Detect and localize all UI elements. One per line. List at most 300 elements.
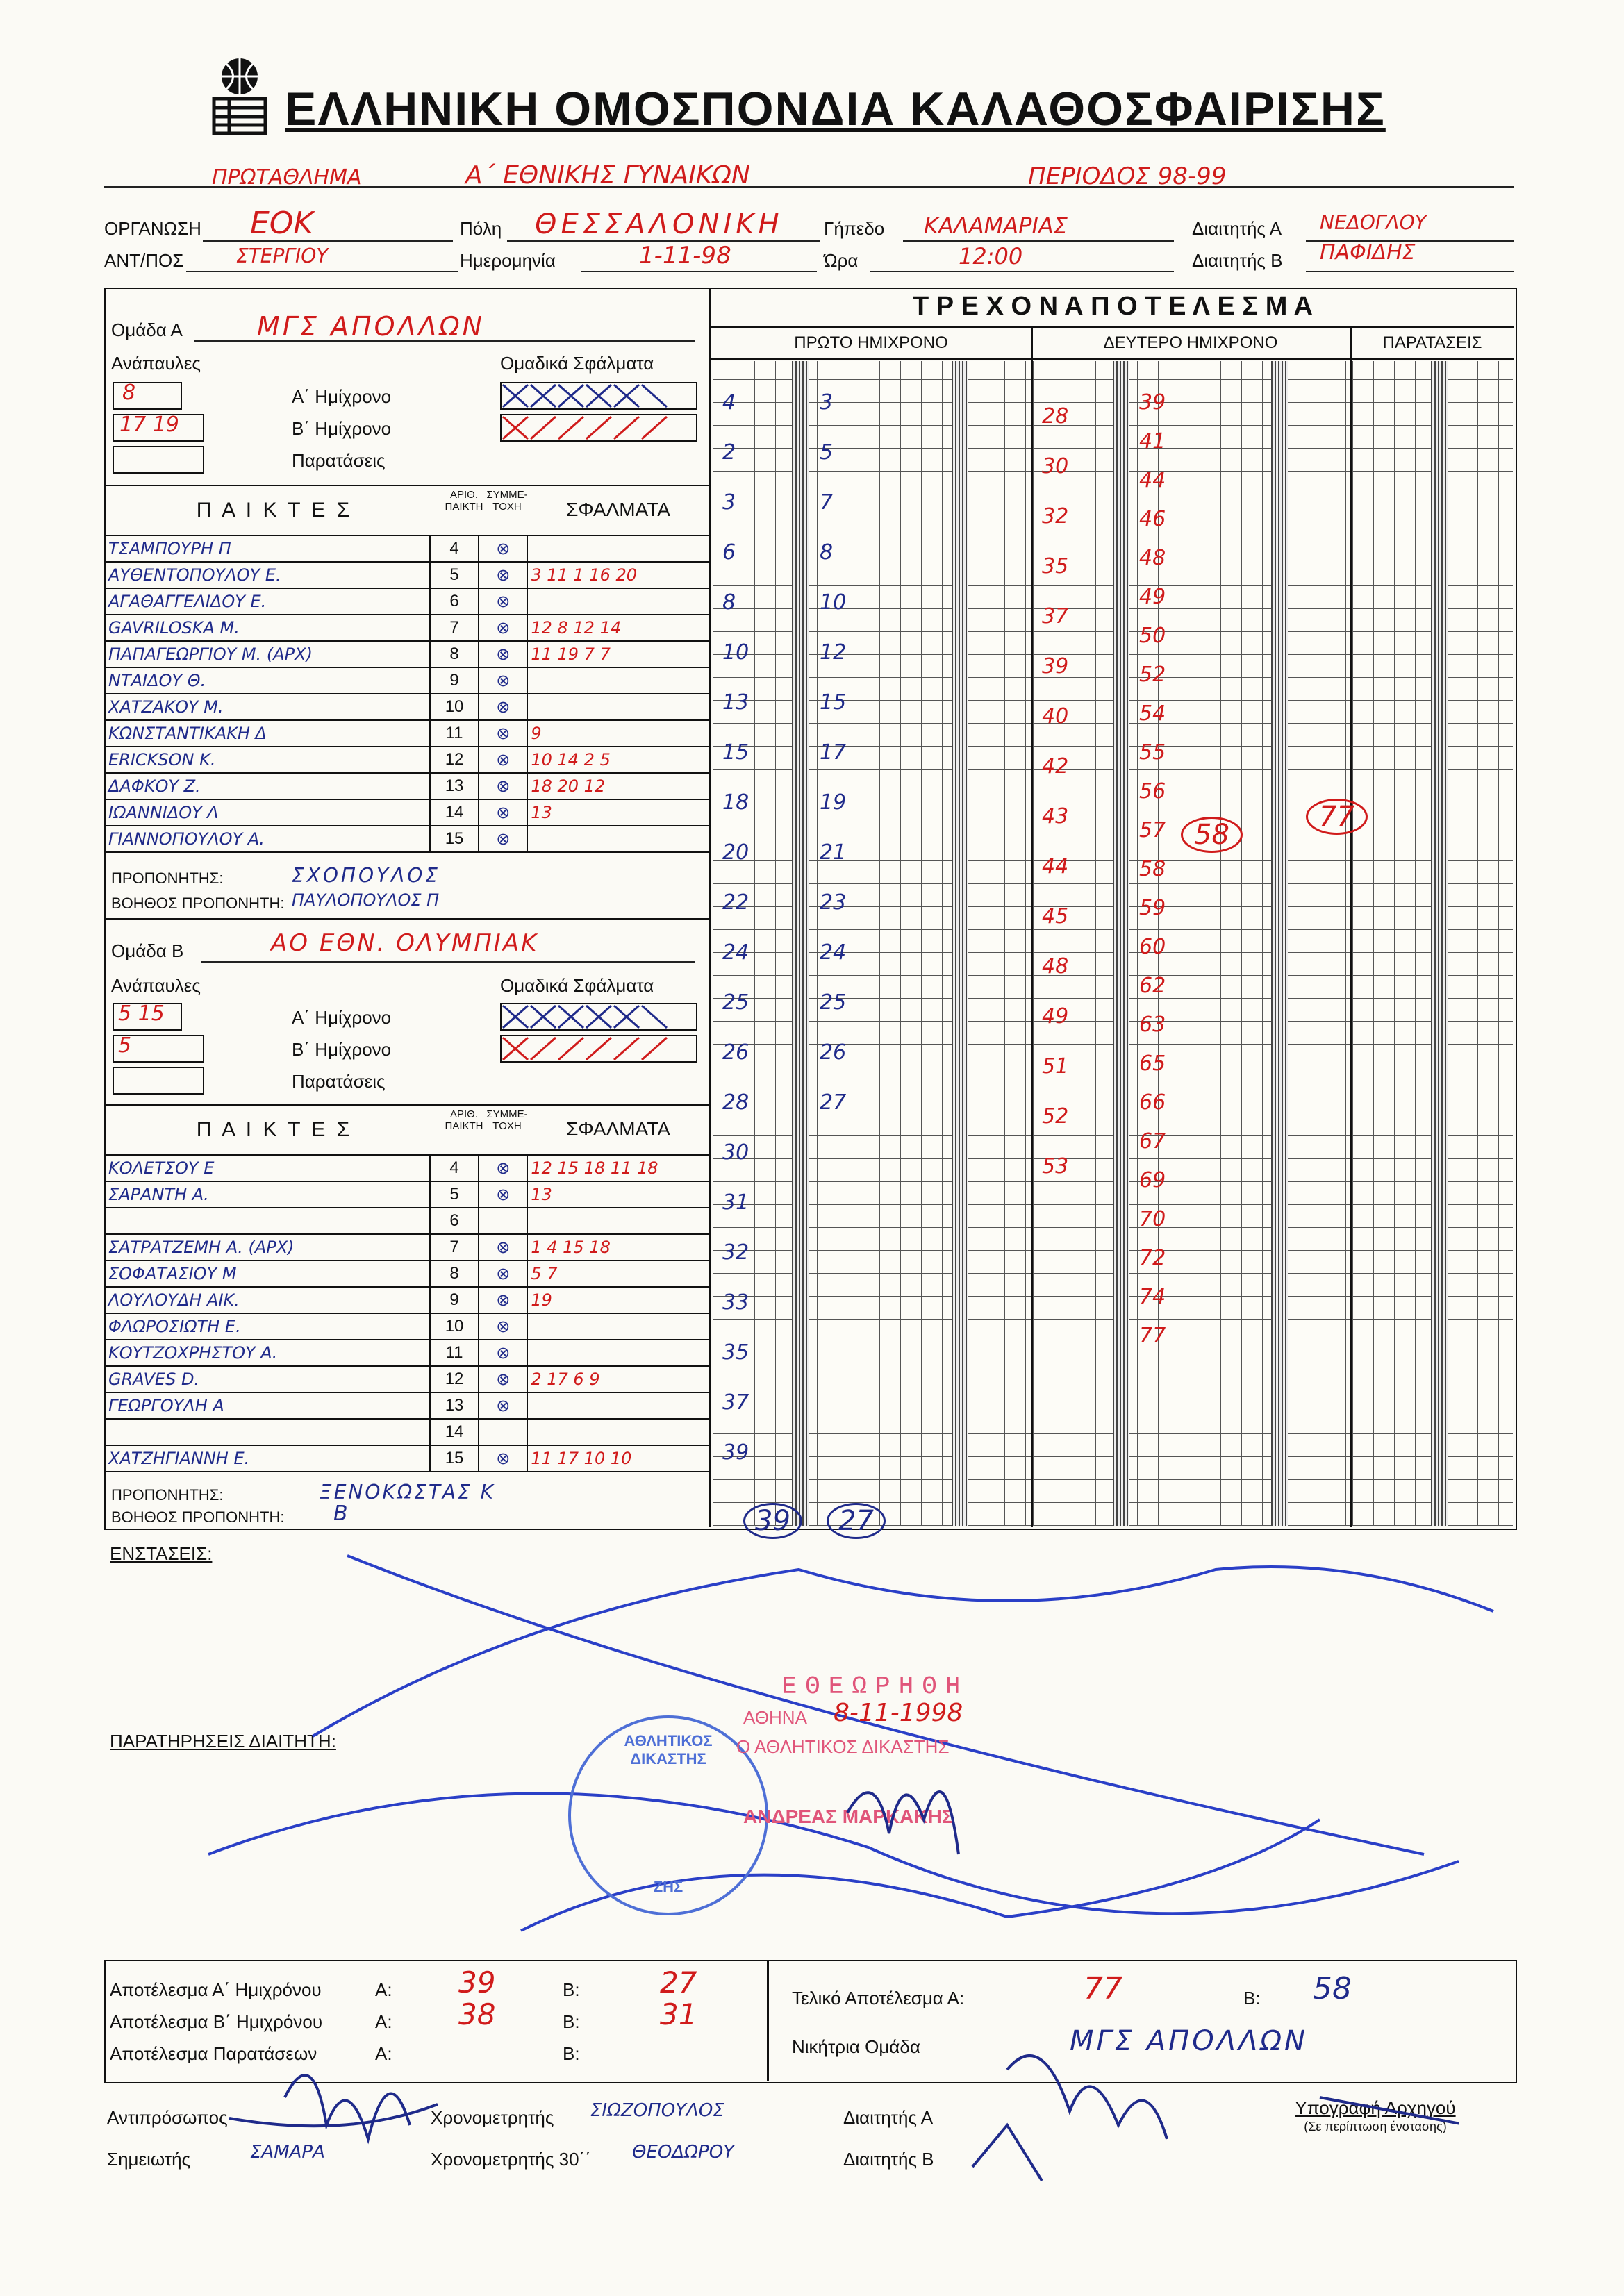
player-name: GRAVES D. bbox=[105, 1366, 430, 1392]
player-fouls: 18 20 12 bbox=[527, 773, 709, 799]
participation-mark: ⊗ bbox=[479, 826, 527, 852]
participation-mark: ⊗ bbox=[479, 1313, 527, 1340]
player-fouls: 11 17 10 10 bbox=[527, 1445, 709, 1472]
participation-mark: ⊗ bbox=[479, 1181, 527, 1208]
player-fouls: 19 bbox=[527, 1287, 709, 1313]
seal-bottom: ΖΗΣ bbox=[653, 1878, 683, 1895]
participation-mark: ⊗ bbox=[479, 1261, 527, 1287]
running-score-entry: 57 bbox=[1139, 818, 1166, 842]
protests-label: ΕΝΣΤΑΣΕΙΣ: bbox=[110, 1543, 213, 1564]
org-value: ΕΟΚ bbox=[250, 206, 314, 241]
player-number: 5 bbox=[430, 562, 479, 588]
player-number: 9 bbox=[430, 667, 479, 694]
referee-a-sig-label: Διαιτητής Α bbox=[843, 2107, 934, 2128]
running-score-entry: 37 bbox=[722, 1390, 749, 1415]
running-score-entry: 32 bbox=[722, 1240, 749, 1265]
player-row bbox=[105, 1287, 709, 1313]
team-a-players-header: Π Α Ι Κ Τ Ε Σ bbox=[196, 499, 353, 522]
running-score-entry: 59 bbox=[1139, 896, 1166, 920]
approved-date: 8-11-1998 bbox=[834, 1699, 963, 1727]
timekeeper-30-value: ΘΕΟΔΩΡΟΥ bbox=[632, 2142, 735, 2163]
player-fouls bbox=[527, 694, 709, 720]
approved-role: Ο ΑΘΛΗΤΙΚΟΣ ΔΙΚΑΣΤΗΣ bbox=[736, 1736, 950, 1757]
timekeeper-30-label: Χρονομετρητής 30΄΄ bbox=[431, 2149, 591, 2170]
player-fouls: 12 15 18 11 18 bbox=[527, 1155, 709, 1181]
player-fouls: 5 7 bbox=[527, 1261, 709, 1287]
team-b-assistant-label: ΒΟΗΘΟΣ ΠΡΟΠΟΝΗΤΗ: bbox=[111, 1508, 285, 1526]
participation-mark: ⊗ bbox=[479, 1234, 527, 1261]
player-fouls bbox=[527, 1340, 709, 1366]
player-row bbox=[105, 1340, 709, 1366]
team-b-part-header: ΣΥΜΜΕ-ΤΟΧΗ bbox=[486, 1108, 528, 1132]
final-result-a: 77 bbox=[1084, 1971, 1122, 2006]
result-h2-a: 38 bbox=[458, 1997, 496, 2031]
running-score-entry: 58 bbox=[1139, 857, 1166, 881]
player-number: 5 bbox=[430, 1181, 479, 1208]
player-number: 8 bbox=[430, 1261, 479, 1287]
team-b-coach-value: ΞΕΝΟΚΩΣΤΑΣ Κ bbox=[320, 1481, 496, 1504]
player-row bbox=[105, 562, 709, 588]
participation-mark: ⊗ bbox=[479, 588, 527, 615]
result-ot-a-label: Α: bbox=[375, 2043, 392, 2064]
player-fouls: 1 4 15 18 bbox=[527, 1234, 709, 1261]
result-h2-b: 31 bbox=[660, 1997, 697, 2031]
player-number: 10 bbox=[430, 694, 479, 720]
running-score-entry: 35 bbox=[722, 1340, 749, 1365]
team-a-timeout-h1-value: 8 bbox=[122, 381, 136, 405]
result-h1-a: 39 bbox=[458, 1965, 496, 1999]
running-first-half-a bbox=[722, 389, 785, 1489]
winner-value: ΜΓΣ ΑΠΟΛΛΩΝ bbox=[1070, 2025, 1308, 2057]
player-fouls: 3 11 1 16 20 bbox=[527, 562, 709, 588]
running-score-entry: 48 bbox=[1139, 546, 1166, 570]
second-half-header: ΔΕΥΤΕΡΟ ΗΜΙΧΡΟΝΟ bbox=[1103, 333, 1278, 352]
team-a-assistant-label: ΒΟΗΘΟΣ ΠΡΟΠΟΝΗΤΗ: bbox=[111, 895, 285, 912]
player-number: 14 bbox=[430, 1419, 479, 1445]
player-row bbox=[105, 667, 709, 694]
player-row bbox=[105, 747, 709, 773]
player-number: 9 bbox=[430, 1287, 479, 1313]
team-b-timeout-h1-value: 5 15 bbox=[118, 1001, 165, 1026]
result-h1-label: Αποτέλεσμα Α΄ Ημιχρόνου bbox=[110, 1979, 322, 2000]
running-score-entry: 39 bbox=[1042, 654, 1069, 679]
running-second-half-b bbox=[1139, 389, 1264, 1361]
running-score-entry: 13 bbox=[722, 690, 749, 715]
championship-value: Α΄ ΕΘΝΙΚΗΣ ΓΥΝΑΙΚΩΝ bbox=[465, 161, 750, 190]
running-score-entry: 3 bbox=[722, 490, 736, 515]
player-number: 7 bbox=[430, 1234, 479, 1261]
team-a-part-header: ΣΥΜΜΕ-ΤΟΧΗ bbox=[486, 489, 528, 513]
player-name: ΑΥΘΕΝΤΟΠΟΥΛΟΥ Ε. bbox=[105, 562, 430, 588]
participation-mark: ⊗ bbox=[479, 667, 527, 694]
running-score-entry: 22 bbox=[722, 890, 749, 915]
team-b-timeout-ot bbox=[113, 1067, 204, 1095]
running-score-entry: 17 bbox=[820, 740, 847, 765]
player-row bbox=[105, 1392, 709, 1419]
participation-mark bbox=[479, 1208, 527, 1234]
running-score-entry: 5 bbox=[820, 440, 834, 465]
time-label: Ώρα bbox=[824, 250, 859, 271]
winner-label: Νικήτρια Ομάδα bbox=[792, 2036, 920, 2057]
player-number: 4 bbox=[430, 535, 479, 562]
running-score-entry: 39 bbox=[1139, 390, 1166, 415]
player-row bbox=[105, 773, 709, 799]
player-number: 4 bbox=[430, 1155, 479, 1181]
player-number: 11 bbox=[430, 1340, 479, 1366]
player-fouls: 2 17 6 9 bbox=[527, 1366, 709, 1392]
player-row bbox=[105, 588, 709, 615]
participation-mark: ⊗ bbox=[479, 535, 527, 562]
running-score-entry: 7 bbox=[820, 490, 834, 515]
player-row bbox=[105, 1419, 709, 1445]
player-number: 15 bbox=[430, 1445, 479, 1472]
date-value: 1-11-98 bbox=[639, 242, 731, 269]
running-score-entry: 28 bbox=[1042, 404, 1069, 429]
player-name: ΛΟΥΛΟΥΔΗ ΑΙΚ. bbox=[105, 1287, 430, 1313]
running-score-entry: 77 bbox=[1139, 1324, 1166, 1348]
running-score-entry: 41 bbox=[1139, 429, 1166, 454]
player-name: ΚΩΝΣΤΑΝΤΙΚΑΚΗ Δ bbox=[105, 720, 430, 747]
participation-mark: ⊗ bbox=[479, 747, 527, 773]
team-b-name: ΑΟ ΕΘΝ. ΟΛΥΜΠΙΑΚ bbox=[271, 929, 539, 957]
result-h2-b-label: Β: bbox=[563, 2011, 580, 2032]
player-fouls bbox=[527, 826, 709, 852]
time-value: 12:00 bbox=[959, 243, 1023, 269]
participation-mark: ⊗ bbox=[479, 1392, 527, 1419]
second-half-final-b: 77 bbox=[1306, 799, 1368, 835]
participation-mark: ⊗ bbox=[479, 1366, 527, 1392]
running-score-entry: 62 bbox=[1139, 974, 1166, 998]
first-half-final-b: 27 bbox=[827, 1503, 886, 1539]
player-name: ΣΑΤΡΑΤΖΕΜΗ Α. (ΑΡΧ) bbox=[105, 1234, 430, 1261]
player-fouls bbox=[527, 1419, 709, 1445]
running-first-half-b bbox=[820, 389, 882, 1139]
player-row bbox=[105, 694, 709, 720]
player-fouls: 10 14 2 5 bbox=[527, 747, 709, 773]
running-score-entry: 74 bbox=[1139, 1285, 1166, 1309]
org-label: ΟΡΓΑΝΩΣΗ bbox=[104, 218, 201, 239]
running-score-entry: 50 bbox=[1139, 624, 1166, 648]
team-a-timeout-ot bbox=[113, 446, 204, 474]
participation-mark: ⊗ bbox=[479, 1287, 527, 1313]
running-score-entry: 20 bbox=[722, 840, 749, 865]
participation-mark: ⊗ bbox=[479, 615, 527, 641]
player-row bbox=[105, 799, 709, 826]
player-name: ERICKSON K. bbox=[105, 747, 430, 773]
running-score-entry: 24 bbox=[722, 940, 749, 965]
player-name: ΓΕΩΡΓΟΥΛΗ Α bbox=[105, 1392, 430, 1419]
player-name: ΑΓΑΘΑΓΓΕΛΙΔΟΥ Ε. bbox=[105, 588, 430, 615]
team-a-ot-label: Παρατάσεις bbox=[292, 450, 386, 471]
running-score-entry: 8 bbox=[722, 590, 736, 615]
first-half-final-a: 39 bbox=[743, 1503, 802, 1539]
team-b-foul-boxes-h1 bbox=[500, 1003, 697, 1031]
running-score-entry: 25 bbox=[722, 990, 749, 1015]
player-name bbox=[105, 1208, 430, 1234]
team-a-num-header: ΑΡΙΘ. ΠΑΙΚΤΗ bbox=[445, 489, 483, 513]
player-row bbox=[105, 720, 709, 747]
running-score-entry: 69 bbox=[1139, 1168, 1166, 1192]
player-number: 7 bbox=[430, 615, 479, 641]
running-score-entry: 10 bbox=[722, 640, 749, 665]
running-score-entry: 56 bbox=[1139, 779, 1166, 804]
team-b-half2-label: Β΄ Ημίχρονο bbox=[292, 1039, 392, 1060]
running-score-entry: 25 bbox=[820, 990, 847, 1015]
referee-b-sig-label: Διαιτητής Β bbox=[843, 2149, 934, 2170]
running-score-title: Τ Ρ Ε Χ Ο Ν Α Π Ο Τ Ε Λ Ε Σ Μ Α bbox=[913, 292, 1313, 321]
team-b-label: Ομάδα Β bbox=[111, 940, 184, 961]
running-score-entry: 46 bbox=[1139, 507, 1166, 531]
running-score-entry: 26 bbox=[820, 1040, 847, 1065]
final-result-b: 58 bbox=[1313, 1971, 1352, 2006]
season-value: ΠΕΡΙΟΔΟΣ 98-99 bbox=[1028, 163, 1227, 190]
running-score-entry: 66 bbox=[1139, 1090, 1166, 1115]
player-name: ΚΟΛΕΤΣΟΥ Ε bbox=[105, 1155, 430, 1181]
running-score-entry: 2 bbox=[722, 440, 736, 465]
approved-name: ΑΝΔΡΕΑΣ ΜΑΡΚΑΚΗΣ bbox=[743, 1806, 954, 1827]
running-score-entry: 8 bbox=[820, 540, 834, 565]
team-a-coach-label: ΠΡΟΠΟΝΗΤΗΣ: bbox=[111, 870, 224, 887]
scorer-label: Σημειωτής bbox=[107, 2149, 191, 2170]
running-score-entry: 55 bbox=[1139, 740, 1166, 765]
court-value: ΚΑΛΑΜΑΡΙΑΣ bbox=[924, 213, 1068, 239]
player-name: ΚΟΥΤΖΟΧΡΗΣΤΟΥ Α. bbox=[105, 1340, 430, 1366]
player-row bbox=[105, 1366, 709, 1392]
team-b-assistant-value: Β bbox=[333, 1501, 348, 1526]
team-b-foul-boxes-h2 bbox=[500, 1035, 697, 1063]
player-number: 13 bbox=[430, 773, 479, 799]
running-score-entry: 26 bbox=[722, 1040, 749, 1065]
participation-mark: ⊗ bbox=[479, 694, 527, 720]
team-b-team-fouls-label: Ομαδικά Σφάλματα bbox=[500, 975, 654, 996]
city-value: ΘΕΣΣΑΛΟΝΙΚΗ bbox=[535, 208, 784, 240]
running-score-entry: 52 bbox=[1042, 1104, 1069, 1129]
player-row bbox=[105, 1208, 709, 1234]
team-a-players-table bbox=[104, 535, 710, 853]
ref-remarks-label: ΠΑΡΑΤΗΡΗΣΕΙΣ ΔΙΑΙΤΗΤΗ: bbox=[110, 1731, 336, 1752]
team-b-fouls-header: ΣΦΑΛΜΑΤΑ bbox=[566, 1118, 670, 1140]
player-fouls: 12 8 12 14 bbox=[527, 615, 709, 641]
running-score-entry: 53 bbox=[1042, 1154, 1069, 1179]
player-row bbox=[105, 1313, 709, 1340]
timekeeper-label: Χρονομετρητής bbox=[431, 2107, 554, 2128]
scorer-value: ΣΑΜΑΡΑ bbox=[250, 2142, 325, 2163]
running-score-entry: 24 bbox=[820, 940, 847, 965]
ref-a-label: Διαιτητής Α bbox=[1192, 218, 1282, 239]
first-half-header: ΠΡΩΤΟ ΗΜΙΧΡΟΝΟ bbox=[794, 333, 948, 352]
ref-a-value: ΝΕΔΟΓΛΟΥ bbox=[1320, 211, 1427, 234]
player-number: 15 bbox=[430, 826, 479, 852]
running-score-entry: 15 bbox=[820, 690, 847, 715]
running-score-entry: 30 bbox=[722, 1140, 749, 1165]
participation-mark: ⊗ bbox=[479, 773, 527, 799]
result-h1-b: 27 bbox=[660, 1965, 697, 1999]
rep-label: Αντιπρόσωπος bbox=[107, 2107, 228, 2128]
running-score-entry: 4 bbox=[722, 390, 736, 415]
team-b-timeouts-label: Ανάπαυλες bbox=[111, 975, 201, 996]
signature-scribbles bbox=[208, 1681, 1459, 2292]
team-a-timeouts-label: Ανάπαυλες bbox=[111, 353, 201, 374]
player-number: 6 bbox=[430, 588, 479, 615]
running-score-entry: 49 bbox=[1042, 1004, 1069, 1029]
running-score-entry: 12 bbox=[820, 640, 847, 665]
running-score-entry: 44 bbox=[1139, 468, 1166, 492]
running-score-entry: 44 bbox=[1042, 854, 1069, 879]
court-label: Γήπεδο bbox=[824, 218, 885, 239]
running-score-entry: 54 bbox=[1139, 701, 1166, 726]
running-score-entry: 45 bbox=[1042, 904, 1069, 929]
result-h2-a-label: Α: bbox=[375, 2011, 392, 2032]
team-a-foul-boxes-h1 bbox=[500, 382, 697, 410]
running-score-entry: 65 bbox=[1139, 1051, 1166, 1076]
running-score-entry: 15 bbox=[722, 740, 749, 765]
deputy-value: ΣΤΕΡΓΙΟΥ bbox=[236, 244, 329, 267]
approved-place: ΑΘΗΝΑ bbox=[743, 1707, 807, 1728]
participation-mark: ⊗ bbox=[479, 641, 527, 667]
participation-mark: ⊗ bbox=[479, 720, 527, 747]
running-score-entry: 67 bbox=[1139, 1129, 1166, 1154]
player-number: 13 bbox=[430, 1392, 479, 1419]
participation-mark bbox=[479, 1419, 527, 1445]
player-name: ΝΤΑΙΔΟΥ Θ. bbox=[105, 667, 430, 694]
team-b-ot-label: Παρατάσεις bbox=[292, 1071, 386, 1092]
running-score-entry: 39 bbox=[722, 1440, 749, 1465]
player-fouls bbox=[527, 1208, 709, 1234]
championship-label: ΠΡΩΤΑΘΛΗΜΑ bbox=[212, 165, 362, 190]
final-result-b-label: Β: bbox=[1243, 1988, 1261, 2008]
result-ot-b-label: Β: bbox=[563, 2043, 580, 2064]
final-result-label: Τελικό Αποτέλεσμα Α: bbox=[792, 1988, 965, 2008]
team-b-players-header: Π Α Ι Κ Τ Ε Σ bbox=[196, 1118, 353, 1141]
player-name: ΦΛΩΡΟΣΙΩΤΗ Ε. bbox=[105, 1313, 430, 1340]
player-row bbox=[105, 1261, 709, 1287]
deputy-label: ΑΝΤ/ΠΟΣ bbox=[104, 250, 184, 271]
date-label: Ημερομηνία bbox=[460, 250, 556, 271]
approved-title: ΕΘΕΩΡΗΘΗ bbox=[781, 1672, 969, 1701]
team-a-foul-boxes-h2 bbox=[500, 414, 697, 442]
team-b-coach-label: ΠΡΟΠΟΝΗΤΗΣ: bbox=[111, 1486, 224, 1504]
team-a-label: Ομάδα Α bbox=[111, 319, 183, 340]
result-h2-label: Αποτέλεσμα Β΄ Ημιχρόνου bbox=[110, 2011, 323, 2032]
player-fouls: 9 bbox=[527, 720, 709, 747]
participation-mark: ⊗ bbox=[479, 799, 527, 826]
team-b-players-table bbox=[104, 1154, 710, 1472]
player-number: 6 bbox=[430, 1208, 479, 1234]
running-score-entry: 35 bbox=[1042, 554, 1069, 579]
participation-mark: ⊗ bbox=[479, 1340, 527, 1366]
running-score-entry: 51 bbox=[1042, 1054, 1069, 1079]
running-score-entry: 23 bbox=[820, 890, 847, 915]
participation-mark: ⊗ bbox=[479, 1445, 527, 1472]
player-number: 12 bbox=[430, 747, 479, 773]
second-half-final-a: 58 bbox=[1181, 817, 1243, 853]
player-name: ΔΑΦΚΟΥ Ζ. bbox=[105, 773, 430, 799]
header-rule bbox=[104, 186, 1514, 188]
player-name: ΧΑΤΖΑΚΟΥ Μ. bbox=[105, 694, 430, 720]
player-name: ΤΣΑΜΠΟΥΡΗ Π bbox=[105, 535, 430, 562]
running-score-entry: 43 bbox=[1042, 804, 1069, 829]
team-a-coach-value: ΣΧΟΠΟΥΛΟΣ bbox=[292, 864, 440, 887]
player-row bbox=[105, 641, 709, 667]
running-score-entry: 52 bbox=[1139, 663, 1166, 687]
result-ot-label: Αποτέλεσμα Παρατάσεων bbox=[110, 2043, 317, 2064]
player-row bbox=[105, 826, 709, 852]
team-b-num-header: ΑΡΙΘ. ΠΑΙΚΤΗ bbox=[445, 1108, 483, 1132]
running-score-entry: 3 bbox=[820, 390, 834, 415]
player-fouls bbox=[527, 1313, 709, 1340]
player-fouls bbox=[527, 1392, 709, 1419]
running-score-entry: 31 bbox=[722, 1190, 749, 1215]
ref-b-label: Διαιτητής Β bbox=[1192, 250, 1283, 271]
player-fouls bbox=[527, 535, 709, 562]
player-number: 14 bbox=[430, 799, 479, 826]
player-name: ΣΟΦΑΤΑΣΙΟΥ Μ bbox=[105, 1261, 430, 1287]
player-row bbox=[105, 1234, 709, 1261]
player-name bbox=[105, 1419, 430, 1445]
player-name: ΙΩΑΝΝΙΔΟΥ Λ bbox=[105, 799, 430, 826]
player-name: ΧΑΤΖΗΓΙΑΝΝΗ Ε. bbox=[105, 1445, 430, 1472]
player-fouls: 13 bbox=[527, 1181, 709, 1208]
federation-logo bbox=[208, 56, 271, 139]
player-number: 8 bbox=[430, 641, 479, 667]
team-a-assistant-value: ΠΑΥΛΟΠΟΥΛΟΣ Π bbox=[292, 890, 440, 910]
player-name: ΣΑΡΑΝΤΗ Α. bbox=[105, 1181, 430, 1208]
player-fouls bbox=[527, 667, 709, 694]
player-row bbox=[105, 1445, 709, 1472]
participation-mark: ⊗ bbox=[479, 1155, 527, 1181]
running-score-entry: 27 bbox=[820, 1090, 847, 1115]
result-h1-a-label: Α: bbox=[375, 1979, 392, 2000]
city-label: Πόλη bbox=[460, 218, 502, 239]
player-name: ΓΙΑΝΝΟΠΟΥΛΟΥ Α. bbox=[105, 826, 430, 852]
running-score-entry: 63 bbox=[1139, 1013, 1166, 1037]
running-score-entry: 42 bbox=[1042, 754, 1069, 779]
team-a-half2-label: Β΄ Ημίχρονο bbox=[292, 418, 392, 439]
running-score-entry: 70 bbox=[1139, 1207, 1166, 1231]
running-score-entry: 72 bbox=[1139, 1246, 1166, 1270]
federation-title: ΕΛΛΗΝΙΚΗ ΟΜΟΣΠΟΝΔΙΑ ΚΑΛΑΘΟΣΦΑΙΡΙΣΗΣ bbox=[285, 83, 1386, 135]
running-score-entry: 30 bbox=[1042, 454, 1069, 479]
overtimes-header: ΠΑΡΑΤΑΣΕΙΣ bbox=[1382, 333, 1482, 352]
player-name: GAVRILOSKA M. bbox=[105, 615, 430, 641]
running-score-entry: 37 bbox=[1042, 604, 1069, 629]
running-score-entry: 19 bbox=[820, 790, 847, 815]
running-score-entry: 28 bbox=[722, 1090, 749, 1115]
player-row bbox=[105, 1181, 709, 1208]
running-score-entry: 6 bbox=[722, 540, 736, 565]
player-name: ΠΑΠΑΓΕΩΡΓΙΟΥ Μ. (ΑΡΧ) bbox=[105, 641, 430, 667]
captain-sig-label: Υπογραφή Αρχηγού bbox=[1295, 2097, 1456, 2118]
team-a-half1-label: Α΄ Ημίχρονο bbox=[292, 386, 392, 407]
player-fouls: 11 19 7 7 bbox=[527, 641, 709, 667]
running-score-entry: 49 bbox=[1139, 585, 1166, 609]
result-h1-b-label: Β: bbox=[563, 1979, 580, 2000]
player-row bbox=[105, 535, 709, 562]
player-number: 10 bbox=[430, 1313, 479, 1340]
running-score-entry: 40 bbox=[1042, 704, 1069, 729]
team-a-fouls-header: ΣΦΑΛΜΑΤΑ bbox=[566, 499, 670, 520]
running-score-entry: 33 bbox=[722, 1290, 749, 1315]
player-row bbox=[105, 615, 709, 641]
player-number: 12 bbox=[430, 1366, 479, 1392]
running-score-entry: 48 bbox=[1042, 954, 1069, 979]
running-score-entry: 60 bbox=[1139, 935, 1166, 959]
captain-sig-note: (Σε περίπτωση ένστασης) bbox=[1304, 2120, 1447, 2133]
player-number: 11 bbox=[430, 720, 479, 747]
player-fouls: 13 bbox=[527, 799, 709, 826]
player-row bbox=[105, 1155, 709, 1181]
running-score-entry: 21 bbox=[820, 840, 847, 865]
